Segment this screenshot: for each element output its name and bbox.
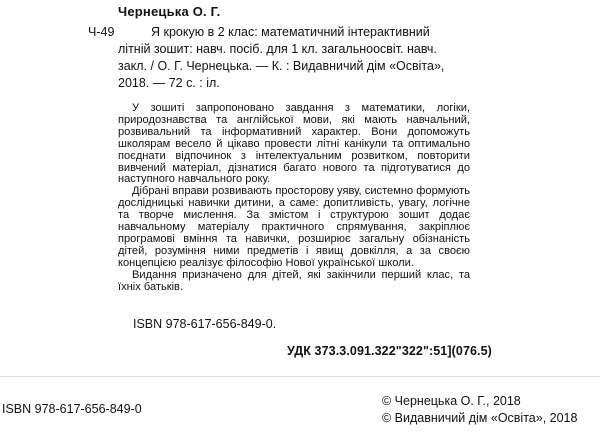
- abstract-paragraph: Видання призначено для дітей, які закінчили перший клас, та їхніх батьків.: [118, 268, 470, 293]
- biblio-line: літній зошит: навч. посіб. для 1 кл. загальноосвіт. навч.: [118, 42, 437, 56]
- isbn-footer: ISBN 978-617-656-849-0: [2, 402, 142, 416]
- abstract: [118, 103, 470, 294]
- bibliographic-description: [118, 24, 470, 92]
- abstract-paragraph: У зошиті запропоновано завдання з математики, логіки, природознавства та англійської мови, які мають навчальний, розвивальний та інформативний характер. Вони допоможуть школярам весело й цікаво провести літні канікули та оптимально поєднати відпочинок з інтелектуальним розвитком, повторити вивчений матеріал, дізнатися багато нового та підготуватися до наступного навчального року.: [118, 102, 470, 186]
- biblio-line: закл. / О. Г. Чернецька. — К. : Видавничий дім «Освіта»,: [118, 59, 445, 73]
- divider: [0, 376, 600, 377]
- biblio-line: Я крокую в 2 клас: математичний інтерактивний: [151, 25, 430, 39]
- author-name: Чернецька О. Г.: [118, 4, 221, 19]
- classification-code: Ч-49: [88, 25, 115, 39]
- biblio-line: 2018. — 72 с. : іл.: [118, 76, 220, 90]
- udc-code: УДК 373.3.091.322"322":51](076.5): [287, 344, 492, 358]
- copyright-author: © Чернецька О. Г., 2018: [382, 394, 521, 408]
- isbn-main: ISBN 978-617-656-849-0.: [133, 317, 277, 331]
- abstract-paragraph: Дібрані вправи розвивають просторову уяву, системно формують дослідницькі навички дитини, а саме: допитливість, увагу, логічне та творче мислення. За змістом і структурою зошит додає навчальному матеріалу практичного спрямування, закріплює програмові вміння та навички, розширює загальну обізнаність дітей, розуміння ними предметів і явищ довкілля, а за своєю концепцією реалізує філософію Нової української школи.: [118, 185, 470, 269]
- copyright-publisher: © Видавничий дім «Освіта», 2018: [382, 411, 578, 425]
